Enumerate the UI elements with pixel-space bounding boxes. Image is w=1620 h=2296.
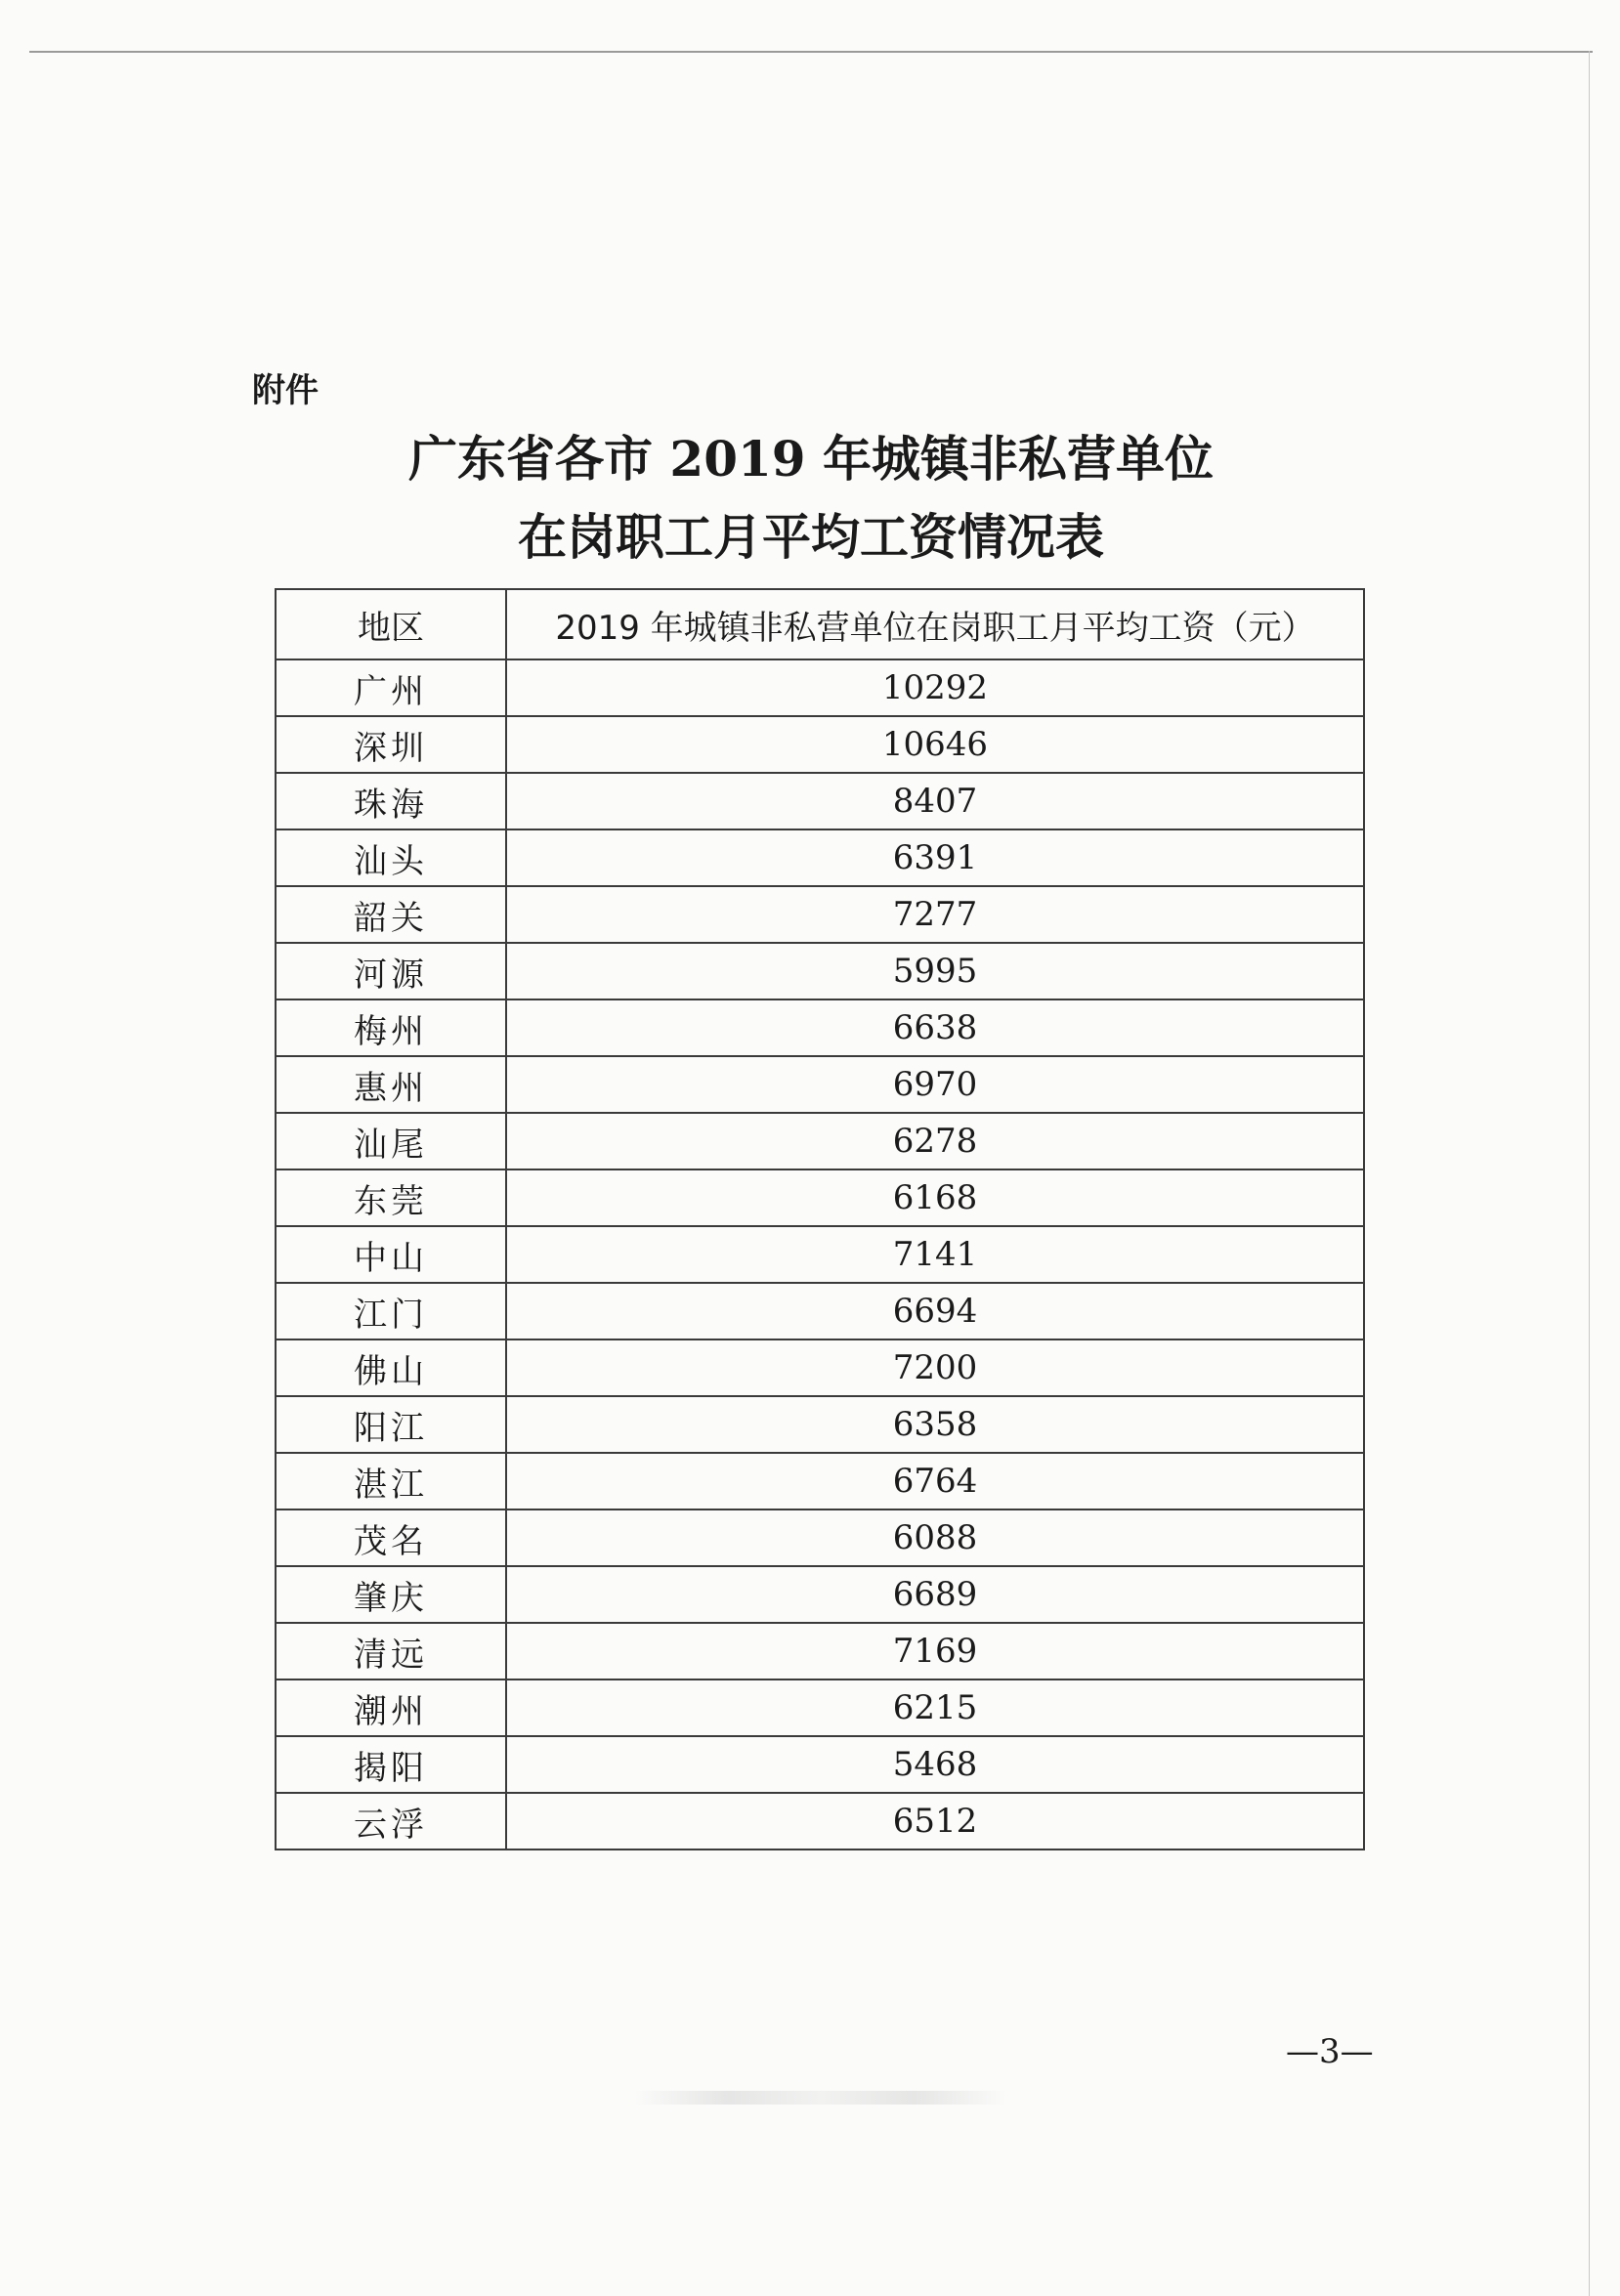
wage-cell: 7141 (506, 1226, 1364, 1283)
scan-edge-right-line (1589, 51, 1590, 2296)
title-line-2: 在岗职工月平均工资情况表 (518, 508, 1104, 566)
region-cell: 中山 (276, 1226, 506, 1283)
region-cell: 深圳 (276, 716, 506, 773)
wage-cell: 8407 (506, 773, 1364, 829)
region-cell: 东莞 (276, 1169, 506, 1226)
region-cell: 佛山 (276, 1339, 506, 1396)
attachment-label: 附件 (252, 371, 319, 410)
table-row (276, 1226, 1364, 1283)
faint-stamp-mark (635, 2091, 1006, 2105)
wage-cell: 6638 (506, 999, 1364, 1056)
table-row (276, 1623, 1364, 1679)
region-cell: 清远 (276, 1623, 506, 1679)
table-header-row (276, 589, 1364, 659)
wage-cell: 6970 (506, 1056, 1364, 1113)
wage-cell: 5995 (506, 943, 1364, 999)
page-number: —3— (1286, 2032, 1374, 2071)
table-row (276, 943, 1364, 999)
region-cell: 梅州 (276, 999, 506, 1056)
table-row (276, 999, 1364, 1056)
region-cell: 汕头 (276, 829, 506, 886)
wage-table (275, 588, 1365, 1850)
table-row (276, 716, 1364, 773)
region-cell: 揭阳 (276, 1736, 506, 1793)
table-row (276, 1113, 1364, 1169)
table-row (276, 1169, 1364, 1226)
wage-cell: 7277 (506, 886, 1364, 943)
table-row (276, 1339, 1364, 1396)
wage-cell: 6088 (506, 1509, 1364, 1566)
wage-cell: 6391 (506, 829, 1364, 886)
scan-edge-top-line (29, 51, 1593, 53)
wage-cell: 7200 (506, 1339, 1364, 1396)
region-cell: 河源 (276, 943, 506, 999)
region-cell: 茂名 (276, 1509, 506, 1566)
document-title (274, 420, 1348, 576)
wage-cell: 6512 (506, 1793, 1364, 1850)
region-cell: 湛江 (276, 1453, 506, 1509)
table-row (276, 1793, 1364, 1850)
region-cell: 韶关 (276, 886, 506, 943)
title-line-1: 广东省各市 2019 年城镇非私营单位 (408, 430, 1214, 488)
table-row (276, 1736, 1364, 1793)
table-row (276, 773, 1364, 829)
region-cell: 汕尾 (276, 1113, 506, 1169)
region-cell: 江门 (276, 1283, 506, 1339)
table-row (276, 659, 1364, 716)
table-row (276, 1396, 1364, 1453)
table-row (276, 1056, 1364, 1113)
wage-cell: 6358 (506, 1396, 1364, 1453)
table-row (276, 1509, 1364, 1566)
region-cell: 潮州 (276, 1679, 506, 1736)
region-cell: 珠海 (276, 773, 506, 829)
region-cell: 广州 (276, 659, 506, 716)
table-row (276, 1566, 1364, 1623)
table-row (276, 829, 1364, 886)
wage-cell: 6694 (506, 1283, 1364, 1339)
table-row (276, 1283, 1364, 1339)
region-cell: 肇庆 (276, 1566, 506, 1623)
region-cell: 云浮 (276, 1793, 506, 1850)
wage-cell: 6168 (506, 1169, 1364, 1226)
wage-cell: 6689 (506, 1566, 1364, 1623)
header-region: 地区 (276, 589, 506, 659)
header-wage: 2019 年城镇非私营单位在岗职工月平均工资（元） (506, 589, 1364, 659)
wage-cell: 5468 (506, 1736, 1364, 1793)
table-body (276, 659, 1364, 1850)
table-row (276, 1679, 1364, 1736)
wage-cell: 10292 (506, 659, 1364, 716)
region-cell: 惠州 (276, 1056, 506, 1113)
wage-cell: 6764 (506, 1453, 1364, 1509)
wage-cell: 6278 (506, 1113, 1364, 1169)
region-cell: 阳江 (276, 1396, 506, 1453)
wage-cell: 10646 (506, 716, 1364, 773)
wage-cell: 7169 (506, 1623, 1364, 1679)
table-row (276, 1453, 1364, 1509)
wage-cell: 6215 (506, 1679, 1364, 1736)
table-row (276, 886, 1364, 943)
